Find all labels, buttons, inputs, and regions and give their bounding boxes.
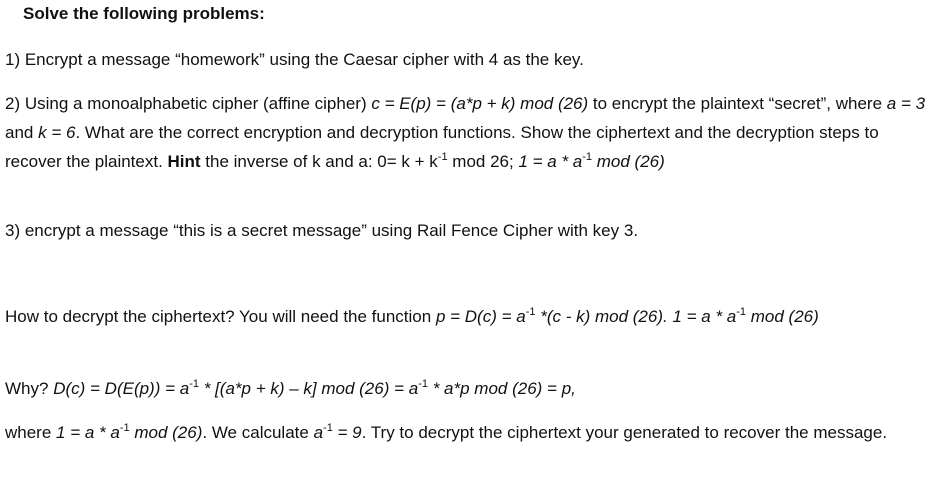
calculate-text: . We calculate bbox=[202, 423, 314, 442]
superscript: -1 bbox=[582, 151, 593, 163]
inverse-formula-mod: mod (26) bbox=[129, 423, 203, 442]
where-explanation bbox=[5, 418, 927, 447]
problem-3 bbox=[5, 216, 927, 245]
problem-3-text: 3) encrypt a message “this is a secret message” using Rail Fence Cipher with key 3. bbox=[5, 221, 639, 240]
problem-2-question: . What are the correct encryption and decryption functions. Show the ciphertext and the decryption steps to recover the plaintext. bbox=[5, 123, 879, 171]
superscript: -1 bbox=[437, 151, 448, 163]
hint-label: Hint bbox=[167, 152, 201, 171]
final-instruction: . Try to decrypt the ciphertext your generated to recover the message. bbox=[361, 423, 888, 442]
k-value: k = 6 bbox=[38, 123, 76, 142]
superscript: -1 bbox=[736, 306, 747, 318]
decryption-formula-mod: mod (26) bbox=[746, 307, 819, 326]
superscript: -1 bbox=[119, 422, 130, 434]
superscript: -1 bbox=[189, 378, 199, 390]
hint-text: the inverse of k and a: 0= k + k bbox=[200, 152, 438, 171]
decrypt-intro: How to decrypt the ciphertext? You will need the function bbox=[5, 307, 436, 326]
problem-1-text: 1) Encrypt a message “homework” using the Caesar cipher with 4 as the key. bbox=[5, 50, 584, 69]
decrypt-explanation bbox=[5, 302, 927, 331]
problem-2-text: to encrypt the plaintext “secret”, where bbox=[588, 94, 887, 113]
hint-text-mod: mod 26; bbox=[447, 152, 519, 171]
problem-2-intro: 2) Using a monoalphabetic cipher (affine cipher) bbox=[5, 94, 372, 113]
why-explanation bbox=[5, 374, 927, 403]
superscript: -1 bbox=[323, 422, 333, 434]
derivation-formula-end: * a*p mod (26) = p, bbox=[428, 379, 576, 398]
decryption-formula: *(c - k) mod (26). 1 = a * a bbox=[535, 307, 737, 326]
superscript: -1 bbox=[525, 306, 536, 318]
inverse-value: a bbox=[313, 423, 324, 442]
inverse-formula: 1 = a * a bbox=[56, 423, 120, 442]
superscript: -1 bbox=[418, 378, 428, 390]
why-label: Why? bbox=[5, 379, 54, 398]
inverse-formula: 1 = a * a bbox=[518, 152, 583, 171]
where-label: where bbox=[5, 423, 57, 442]
problem-2 bbox=[5, 89, 927, 176]
encryption-formula: c = E(p) = (a*p + k) mod (26) bbox=[371, 94, 589, 113]
decryption-formula: p = D(c) = a bbox=[435, 307, 526, 326]
instructions-heading: Solve the following problems: bbox=[23, 4, 265, 23]
inverse-value-result: = 9 bbox=[332, 423, 362, 442]
problem-1 bbox=[5, 45, 927, 74]
inverse-formula-mod: mod (26) bbox=[592, 152, 665, 171]
and-text: and bbox=[5, 123, 39, 142]
derivation-formula: D(c) = D(E(p)) = a bbox=[53, 379, 190, 398]
derivation-formula: * [(a*p + k) – k] mod (26) = a bbox=[199, 379, 419, 398]
a-value: a = 3 bbox=[886, 94, 926, 113]
